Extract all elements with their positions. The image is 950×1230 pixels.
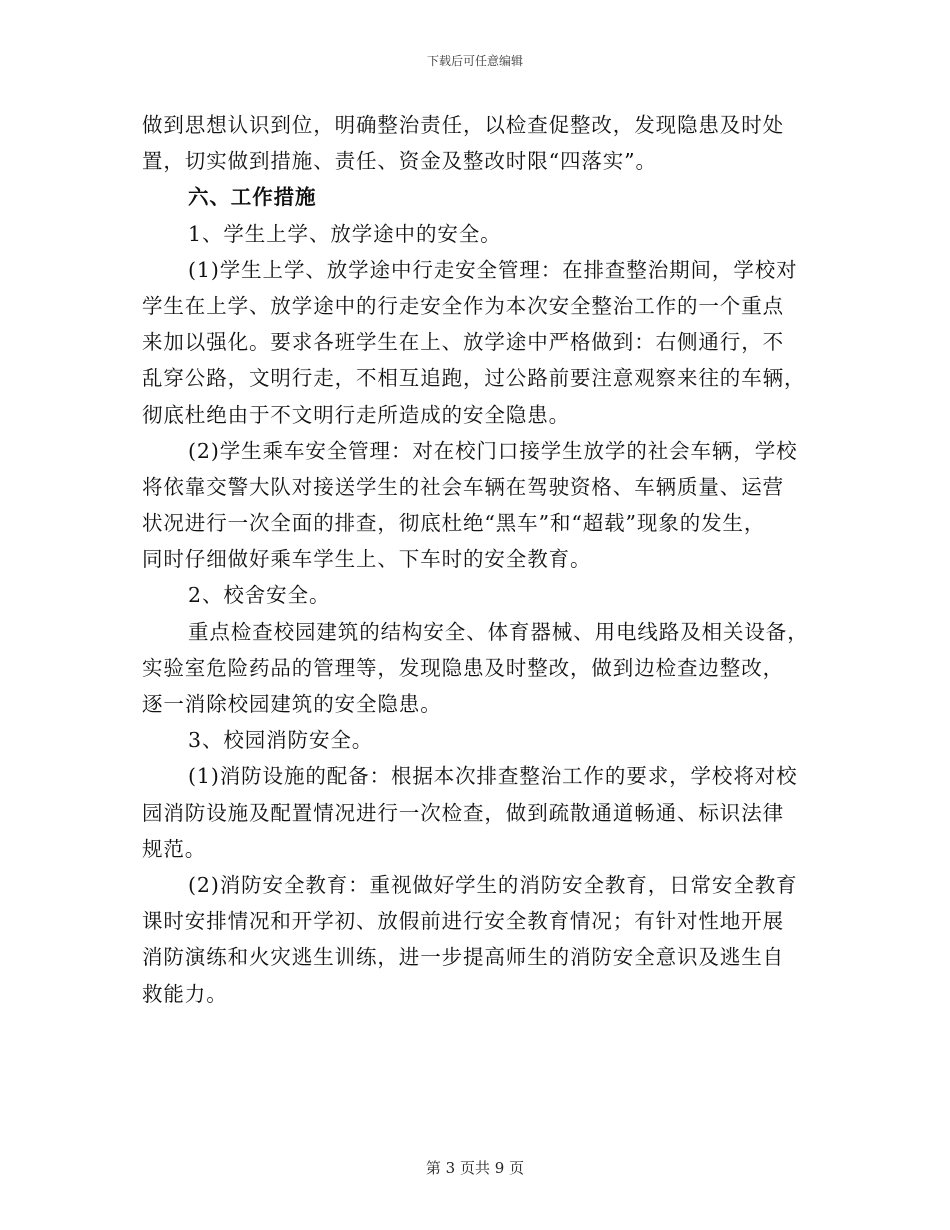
item-heading: 3、校园消防安全。 (188, 728, 374, 753)
text-line: 将依靠交警大队对接送学生的社会车辆在驾驶资格、车辆质量、运营 (142, 474, 784, 499)
text-line: 同时仔细做好乘车学生上、下车时的安全教育。 (142, 547, 592, 572)
item-heading-1 (142, 216, 810, 252)
paragraph-item-3-1 (142, 758, 810, 867)
document-body (142, 107, 810, 1012)
text-line: 实验室危险药品的管理等，发现隐患及时整改，做到边检查边整改， (142, 655, 784, 680)
text-line: 规范。 (142, 836, 207, 861)
section-heading: 六、工作措施 (188, 185, 317, 210)
paragraph-item-3-2 (142, 867, 810, 1012)
paragraph-intro (142, 107, 810, 179)
item-heading: 1、学生上学、放学途中的安全。 (188, 221, 502, 246)
text-line: 课时安排情况和开学初、放假前进行安全教育情况；有针对性地开展 (142, 909, 784, 934)
text-line: 园消防设施及配置情况进行一次检查，做到疏散通道畅通、标识法律 (142, 800, 784, 825)
text-line: 消防演练和火灾逃生训练，进一步提高师生的消防安全意识及逃生自 (142, 945, 784, 970)
text-line: (1)消防设施的配备：根据本次排查整治工作的要求，学校将对校 (188, 764, 798, 789)
paragraph-item-2 (142, 614, 810, 723)
text-line: 学生在上学、放学途中的行走安全作为本次安全整治工作的一个重点 (142, 293, 784, 318)
text-line: (1)学生上学、放学途中行走安全管理：在排查整治期间，学校对 (188, 257, 798, 282)
page-footer: 第 3 页共 9 页 (425, 1159, 525, 1177)
text-line: 置，切实做到措施、责任、资金及整改时限“四落实”。 (142, 149, 657, 174)
text-line: 逐一消除校园建筑的安全隐患。 (142, 692, 442, 716)
paragraph-item-1-2 (142, 433, 810, 578)
text-line: (2)消防安全教育：重视做好学生的消防安全教育，日常安全教育 (188, 872, 798, 897)
text-line: 状况进行一次全面的排查，彻底杜绝“黑车”和“超载”现象的发生， (142, 511, 766, 536)
paragraph-item-1-1 (142, 252, 810, 433)
item-heading-3 (142, 722, 810, 758)
text-line: 重点检查校园建筑的结构安全、体育器械、用电线路及相关设备， (188, 619, 809, 644)
text-line: 彻底杜绝由于不文明行走所造成的安全隐患。 (142, 402, 570, 427)
page-header: 下载后可任意编辑 (426, 54, 523, 68)
text-line: 做到思想认识到位，明确整治责任，以检查促整改，发现隐患及时处 (142, 113, 784, 137)
section-heading-work-measures (142, 179, 810, 215)
text-line: 来加以强化。要求各班学生在上、放学途中严格做到：右侧通行，不 (142, 330, 784, 355)
item-heading: 2、校舍安全。 (188, 583, 331, 608)
text-line: (2)学生乘车安全管理：对在校门口接学生放学的社会车辆，学校 (188, 438, 798, 463)
item-heading-2 (142, 577, 810, 613)
text-line: 乱穿公路，文明行走，不相互追跑，过公路前要注意观察来往的车辆， (142, 366, 806, 391)
text-line: 救能力。 (142, 981, 228, 1006)
